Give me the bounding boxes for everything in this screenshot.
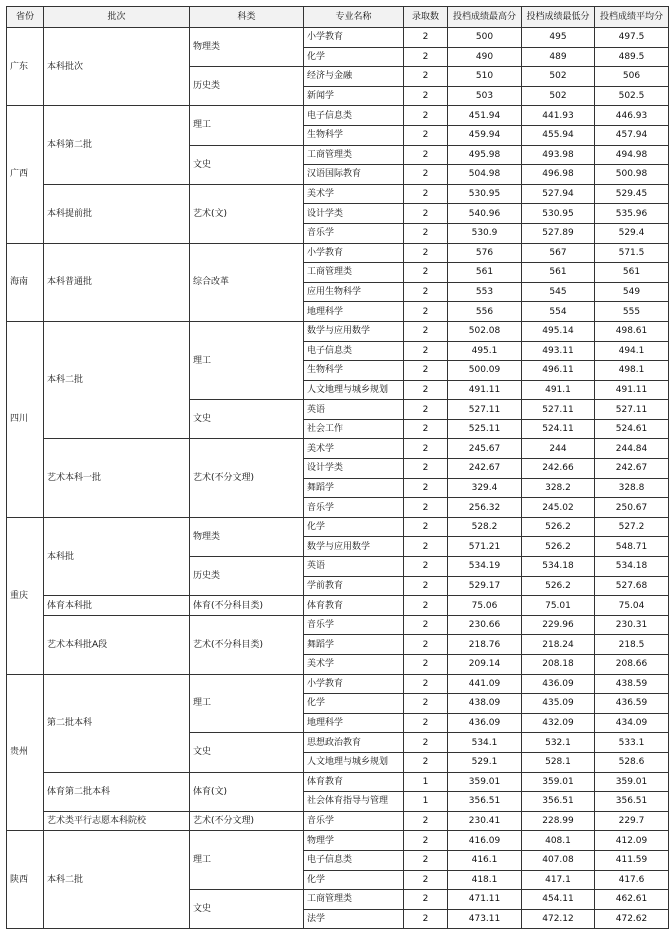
min-score-cell: 527.94	[522, 184, 595, 204]
avg-score-cell: 502.5	[595, 86, 669, 106]
avg-score-cell: 250.67	[595, 498, 669, 518]
admitted-cell: 2	[404, 243, 448, 263]
major-cell: 化学	[304, 47, 404, 67]
max-score-cell: 459.94	[448, 125, 522, 145]
major-cell: 音乐学	[304, 223, 404, 243]
avg-score-cell: 491.11	[595, 380, 669, 400]
avg-score-cell: 524.61	[595, 419, 669, 439]
category-cell: 历史类	[190, 67, 304, 106]
min-score-cell: 328.2	[522, 478, 595, 498]
min-score-cell: 359.01	[522, 772, 595, 792]
avg-score-cell: 434.09	[595, 713, 669, 733]
max-score-cell: 209.14	[448, 655, 522, 675]
admitted-cell: 2	[404, 28, 448, 48]
max-score-cell: 242.67	[448, 459, 522, 479]
admitted-cell: 2	[404, 557, 448, 577]
table-row	[7, 596, 669, 616]
admitted-cell: 2	[404, 302, 448, 322]
avg-score-cell: 561	[595, 263, 669, 283]
province-cell: 海南	[7, 243, 44, 321]
header-major: 专业名称	[304, 7, 404, 28]
batch-cell: 本科第二批	[44, 106, 190, 184]
major-cell: 人文地理与城乡规划	[304, 380, 404, 400]
admitted-cell: 2	[404, 106, 448, 126]
admitted-cell: 2	[404, 674, 448, 694]
category-cell: 理工	[190, 106, 304, 145]
max-score-cell: 436.09	[448, 713, 522, 733]
category-cell: 文史	[190, 733, 304, 772]
admitted-cell: 2	[404, 498, 448, 518]
admitted-cell: 2	[404, 184, 448, 204]
min-score-cell: 454.11	[522, 890, 595, 910]
min-score-cell: 502	[522, 86, 595, 106]
avg-score-cell: 498.1	[595, 361, 669, 381]
avg-score-cell: 356.51	[595, 792, 669, 812]
max-score-cell: 416.1	[448, 850, 522, 870]
province-cell: 重庆	[7, 517, 44, 674]
min-score-cell: 218.24	[522, 635, 595, 655]
avg-score-cell: 462.61	[595, 890, 669, 910]
major-cell: 地理科学	[304, 302, 404, 322]
max-score-cell: 473.11	[448, 909, 522, 929]
avg-score-cell: 489.5	[595, 47, 669, 67]
avg-score-cell: 527.68	[595, 576, 669, 596]
category-cell: 体育(不分科目类)	[190, 596, 304, 616]
major-cell: 小学教育	[304, 674, 404, 694]
category-cell: 物理类	[190, 517, 304, 556]
avg-score-cell: 328.8	[595, 478, 669, 498]
major-cell: 电子信息类	[304, 850, 404, 870]
major-cell: 生物科学	[304, 125, 404, 145]
header-province: 省份	[7, 7, 44, 28]
table-row	[7, 517, 669, 537]
max-score-cell: 502.08	[448, 321, 522, 341]
province-cell: 陕西	[7, 831, 44, 929]
major-cell: 新闻学	[304, 86, 404, 106]
category-cell: 文史	[190, 400, 304, 439]
min-score-cell: 208.18	[522, 655, 595, 675]
batch-cell: 本科批	[44, 517, 190, 595]
admission-score-table	[6, 6, 669, 929]
avg-score-cell: 75.04	[595, 596, 669, 616]
max-score-cell: 534.19	[448, 557, 522, 577]
min-score-cell: 495.14	[522, 321, 595, 341]
category-cell: 物理类	[190, 28, 304, 67]
max-score-cell: 525.11	[448, 419, 522, 439]
avg-score-cell: 548.71	[595, 537, 669, 557]
max-score-cell: 530.9	[448, 223, 522, 243]
avg-score-cell: 494.98	[595, 145, 669, 165]
major-cell: 工商管理类	[304, 263, 404, 283]
batch-cell: 艺术本科批A段	[44, 615, 190, 674]
avg-score-cell: 527.2	[595, 517, 669, 537]
admitted-cell: 2	[404, 86, 448, 106]
avg-score-cell: 229.7	[595, 811, 669, 831]
min-score-cell: 526.2	[522, 576, 595, 596]
avg-score-cell: 436.59	[595, 694, 669, 714]
max-score-cell: 438.09	[448, 694, 522, 714]
category-cell: 理工	[190, 674, 304, 733]
max-score-cell: 500	[448, 28, 522, 48]
header-category: 科类	[190, 7, 304, 28]
province-cell: 四川	[7, 321, 44, 517]
max-score-cell: 359.01	[448, 772, 522, 792]
admitted-cell: 2	[404, 733, 448, 753]
admitted-cell: 1	[404, 792, 448, 812]
max-score-cell: 356.51	[448, 792, 522, 812]
table-row	[7, 439, 669, 459]
min-score-cell: 502	[522, 67, 595, 87]
category-cell: 文史	[190, 145, 304, 184]
admitted-cell: 2	[404, 67, 448, 87]
max-score-cell: 529.1	[448, 752, 522, 772]
batch-cell: 本科普通批	[44, 243, 190, 321]
admitted-cell: 2	[404, 635, 448, 655]
table-row	[7, 674, 669, 694]
avg-score-cell: 218.5	[595, 635, 669, 655]
major-cell: 设计学类	[304, 459, 404, 479]
category-cell: 理工	[190, 831, 304, 890]
category-cell: 理工	[190, 321, 304, 399]
max-score-cell: 329.4	[448, 478, 522, 498]
admitted-cell: 2	[404, 694, 448, 714]
header-avg-score: 投档成绩平均分	[595, 7, 669, 28]
table-row	[7, 243, 669, 263]
category-cell: 艺术(不分科目类)	[190, 615, 304, 674]
avg-score-cell: 230.31	[595, 615, 669, 635]
category-cell: 历史类	[190, 557, 304, 596]
table-row	[7, 831, 669, 851]
admitted-cell: 2	[404, 870, 448, 890]
min-score-cell: 530.95	[522, 204, 595, 224]
avg-score-cell: 549	[595, 282, 669, 302]
admitted-cell: 2	[404, 341, 448, 361]
min-score-cell: 534.18	[522, 557, 595, 577]
avg-score-cell: 412.09	[595, 831, 669, 851]
table-row	[7, 106, 669, 126]
max-score-cell: 418.1	[448, 870, 522, 890]
header-batch: 批次	[44, 7, 190, 28]
min-score-cell: 228.99	[522, 811, 595, 831]
max-score-cell: 471.11	[448, 890, 522, 910]
min-score-cell: 356.51	[522, 792, 595, 812]
major-cell: 数学与应用数学	[304, 321, 404, 341]
batch-cell: 本科二批	[44, 321, 190, 439]
max-score-cell: 256.32	[448, 498, 522, 518]
table-row	[7, 615, 669, 635]
table-body	[7, 28, 669, 929]
table-row	[7, 772, 669, 792]
min-score-cell: 567	[522, 243, 595, 263]
min-score-cell: 417.1	[522, 870, 595, 890]
min-score-cell: 244	[522, 439, 595, 459]
batch-cell: 艺术本科一批	[44, 439, 190, 517]
admitted-cell: 2	[404, 223, 448, 243]
avg-score-cell: 498.61	[595, 321, 669, 341]
admitted-cell: 2	[404, 615, 448, 635]
category-cell: 艺术(不分文理)	[190, 811, 304, 831]
admitted-cell: 2	[404, 811, 448, 831]
max-score-cell: 451.94	[448, 106, 522, 126]
admitted-cell: 2	[404, 282, 448, 302]
max-score-cell: 530.95	[448, 184, 522, 204]
avg-score-cell: 571.5	[595, 243, 669, 263]
max-score-cell: 245.67	[448, 439, 522, 459]
admitted-cell: 2	[404, 204, 448, 224]
major-cell: 英语	[304, 400, 404, 420]
avg-score-cell: 534.18	[595, 557, 669, 577]
category-cell: 文史	[190, 890, 304, 929]
major-cell: 美术学	[304, 655, 404, 675]
major-cell: 美术学	[304, 184, 404, 204]
min-score-cell: 561	[522, 263, 595, 283]
major-cell: 人文地理与城乡规划	[304, 752, 404, 772]
major-cell: 小学教育	[304, 243, 404, 263]
min-score-cell: 527.89	[522, 223, 595, 243]
admitted-cell: 2	[404, 361, 448, 381]
major-cell: 物理学	[304, 831, 404, 851]
batch-cell: 第二批本科	[44, 674, 190, 772]
table-row	[7, 321, 669, 341]
avg-score-cell: 506	[595, 67, 669, 87]
major-cell: 设计学类	[304, 204, 404, 224]
max-score-cell: 534.1	[448, 733, 522, 753]
avg-score-cell: 500.98	[595, 165, 669, 185]
avg-score-cell: 528.6	[595, 752, 669, 772]
major-cell: 应用生物科学	[304, 282, 404, 302]
min-score-cell: 526.2	[522, 537, 595, 557]
admitted-cell: 2	[404, 165, 448, 185]
admission-table-container	[6, 6, 668, 929]
avg-score-cell: 359.01	[595, 772, 669, 792]
avg-score-cell: 472.62	[595, 909, 669, 929]
min-score-cell: 75.01	[522, 596, 595, 616]
min-score-cell: 242.66	[522, 459, 595, 479]
max-score-cell: 556	[448, 302, 522, 322]
min-score-cell: 408.1	[522, 831, 595, 851]
max-score-cell: 230.41	[448, 811, 522, 831]
admitted-cell: 2	[404, 478, 448, 498]
admitted-cell: 2	[404, 125, 448, 145]
major-cell: 社会工作	[304, 419, 404, 439]
min-score-cell: 545	[522, 282, 595, 302]
batch-cell: 体育第二批本科	[44, 772, 190, 811]
major-cell: 音乐学	[304, 615, 404, 635]
avg-score-cell: 208.66	[595, 655, 669, 675]
major-cell: 化学	[304, 870, 404, 890]
max-score-cell: 553	[448, 282, 522, 302]
batch-cell: 本科批次	[44, 28, 190, 106]
major-cell: 化学	[304, 517, 404, 537]
min-score-cell: 528.1	[522, 752, 595, 772]
major-cell: 舞蹈学	[304, 635, 404, 655]
min-score-cell: 245.02	[522, 498, 595, 518]
major-cell: 生物科学	[304, 361, 404, 381]
min-score-cell: 436.09	[522, 674, 595, 694]
major-cell: 经济与金融	[304, 67, 404, 87]
max-score-cell: 495.98	[448, 145, 522, 165]
header-admitted: 录取数	[404, 7, 448, 28]
max-score-cell: 75.06	[448, 596, 522, 616]
admitted-cell: 1	[404, 772, 448, 792]
major-cell: 舞蹈学	[304, 478, 404, 498]
max-score-cell: 510	[448, 67, 522, 87]
province-cell: 广西	[7, 106, 44, 243]
header-row	[7, 7, 669, 28]
min-score-cell: 554	[522, 302, 595, 322]
major-cell: 工商管理类	[304, 145, 404, 165]
admitted-cell: 2	[404, 321, 448, 341]
avg-score-cell: 497.5	[595, 28, 669, 48]
major-cell: 音乐学	[304, 498, 404, 518]
major-cell: 法学	[304, 909, 404, 929]
major-cell: 体育教育	[304, 596, 404, 616]
min-score-cell: 407.08	[522, 850, 595, 870]
min-score-cell: 524.11	[522, 419, 595, 439]
avg-score-cell: 411.59	[595, 850, 669, 870]
min-score-cell: 472.12	[522, 909, 595, 929]
admitted-cell: 2	[404, 850, 448, 870]
major-cell: 小学教育	[304, 28, 404, 48]
min-score-cell: 489	[522, 47, 595, 67]
category-cell: 艺术(不分文理)	[190, 439, 304, 517]
max-score-cell: 491.11	[448, 380, 522, 400]
max-score-cell: 500.09	[448, 361, 522, 381]
category-cell: 综合改革	[190, 243, 304, 321]
major-cell: 汉语国际教育	[304, 165, 404, 185]
admitted-cell: 2	[404, 47, 448, 67]
batch-cell: 本科提前批	[44, 184, 190, 243]
major-cell: 数学与应用数学	[304, 537, 404, 557]
min-score-cell: 495	[522, 28, 595, 48]
admitted-cell: 2	[404, 831, 448, 851]
admitted-cell: 2	[404, 380, 448, 400]
admitted-cell: 2	[404, 909, 448, 929]
batch-cell: 本科二批	[44, 831, 190, 929]
min-score-cell: 532.1	[522, 733, 595, 753]
max-score-cell: 218.76	[448, 635, 522, 655]
max-score-cell: 503	[448, 86, 522, 106]
avg-score-cell: 529.45	[595, 184, 669, 204]
avg-score-cell: 457.94	[595, 125, 669, 145]
admitted-cell: 2	[404, 517, 448, 537]
avg-score-cell: 535.96	[595, 204, 669, 224]
max-score-cell: 230.66	[448, 615, 522, 635]
min-score-cell: 493.11	[522, 341, 595, 361]
min-score-cell: 435.09	[522, 694, 595, 714]
major-cell: 体育教育	[304, 772, 404, 792]
avg-score-cell: 242.67	[595, 459, 669, 479]
min-score-cell: 432.09	[522, 713, 595, 733]
admitted-cell: 2	[404, 752, 448, 772]
avg-score-cell: 244.84	[595, 439, 669, 459]
major-cell: 美术学	[304, 439, 404, 459]
max-score-cell: 529.17	[448, 576, 522, 596]
major-cell: 社会体育指导与管理	[304, 792, 404, 812]
table-row	[7, 184, 669, 204]
min-score-cell: 496.98	[522, 165, 595, 185]
max-score-cell: 441.09	[448, 674, 522, 694]
avg-score-cell: 555	[595, 302, 669, 322]
major-cell: 音乐学	[304, 811, 404, 831]
avg-score-cell: 494.1	[595, 341, 669, 361]
major-cell: 学前教育	[304, 576, 404, 596]
avg-score-cell: 527.11	[595, 400, 669, 420]
major-cell: 电子信息类	[304, 341, 404, 361]
admitted-cell: 2	[404, 459, 448, 479]
max-score-cell: 571.21	[448, 537, 522, 557]
max-score-cell: 495.1	[448, 341, 522, 361]
major-cell: 电子信息类	[304, 106, 404, 126]
min-score-cell: 496.11	[522, 361, 595, 381]
min-score-cell: 441.93	[522, 106, 595, 126]
max-score-cell: 540.96	[448, 204, 522, 224]
header-max-score: 投档成绩最高分	[448, 7, 522, 28]
header-min-score: 投档成绩最低分	[522, 7, 595, 28]
major-cell: 化学	[304, 694, 404, 714]
min-score-cell: 229.96	[522, 615, 595, 635]
table-row	[7, 811, 669, 831]
max-score-cell: 576	[448, 243, 522, 263]
category-cell: 艺术(文)	[190, 184, 304, 243]
admitted-cell: 2	[404, 890, 448, 910]
avg-score-cell: 446.93	[595, 106, 669, 126]
avg-score-cell: 417.6	[595, 870, 669, 890]
max-score-cell: 561	[448, 263, 522, 283]
major-cell: 英语	[304, 557, 404, 577]
admitted-cell: 2	[404, 576, 448, 596]
admitted-cell: 2	[404, 400, 448, 420]
min-score-cell: 491.1	[522, 380, 595, 400]
major-cell: 工商管理类	[304, 890, 404, 910]
major-cell: 地理科学	[304, 713, 404, 733]
max-score-cell: 504.98	[448, 165, 522, 185]
min-score-cell: 493.98	[522, 145, 595, 165]
admitted-cell: 2	[404, 596, 448, 616]
admitted-cell: 2	[404, 145, 448, 165]
batch-cell: 艺术类平行志愿本科院校	[44, 811, 190, 831]
admitted-cell: 2	[404, 263, 448, 283]
avg-score-cell: 438.59	[595, 674, 669, 694]
batch-cell: 体育本科批	[44, 596, 190, 616]
max-score-cell: 528.2	[448, 517, 522, 537]
avg-score-cell: 529.4	[595, 223, 669, 243]
min-score-cell: 526.2	[522, 517, 595, 537]
min-score-cell: 527.11	[522, 400, 595, 420]
province-cell: 贵州	[7, 674, 44, 831]
admitted-cell: 2	[404, 713, 448, 733]
admitted-cell: 2	[404, 439, 448, 459]
province-cell: 广东	[7, 28, 44, 106]
max-score-cell: 527.11	[448, 400, 522, 420]
category-cell: 体育(文)	[190, 772, 304, 811]
avg-score-cell: 533.1	[595, 733, 669, 753]
major-cell: 思想政治教育	[304, 733, 404, 753]
admitted-cell: 2	[404, 537, 448, 557]
admitted-cell: 2	[404, 419, 448, 439]
min-score-cell: 455.94	[522, 125, 595, 145]
table-row	[7, 28, 669, 48]
admitted-cell: 2	[404, 655, 448, 675]
max-score-cell: 416.09	[448, 831, 522, 851]
max-score-cell: 490	[448, 47, 522, 67]
